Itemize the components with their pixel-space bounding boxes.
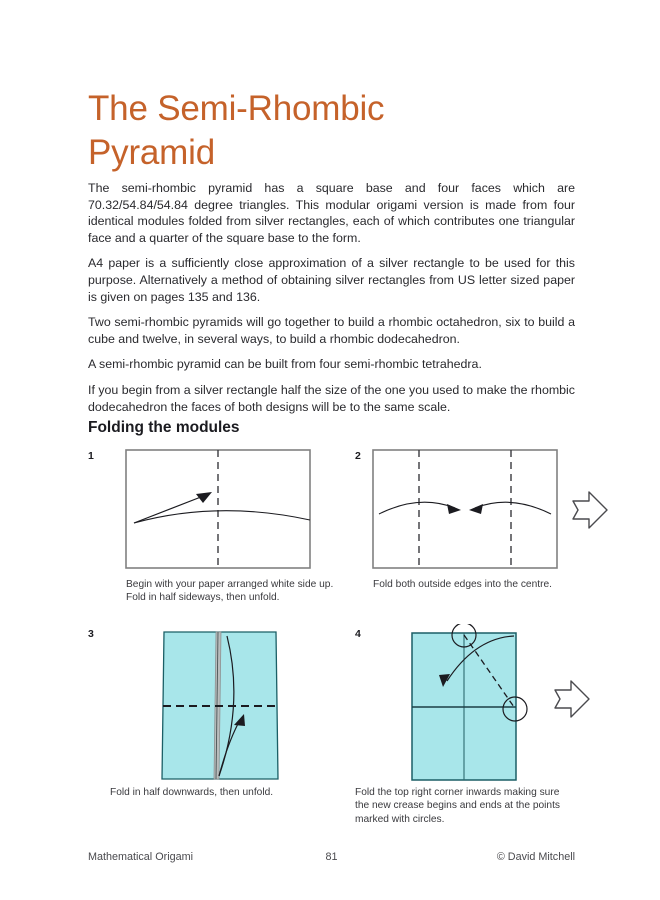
paragraph-1: The semi-rhombic pyramid has a square base and four faces which are 70.32/54.84/54.84 degree triangles. This modular origami version is made from four identical modules folded from silver rectangles, each of which contributes one triangular face and a quarter of the square base to the form.	[88, 181, 575, 245]
paper-sheet	[373, 450, 557, 568]
footer-copyright: © David Mitchell	[496, 851, 575, 863]
next-step-arrow-icon	[573, 492, 607, 528]
section-heading-folding-the-modules: Folding the modules	[88, 418, 240, 436]
footer-page-number: 81	[325, 851, 338, 863]
next-step-arrow-icon	[555, 681, 589, 717]
paragraph-3: Two semi-rhombic pyramids will go together to build a rhombic octahedron, six to build a cube and twelve, in several ways, to build a rhombic dodecahedron.	[88, 315, 575, 346]
paragraph-4: A semi-rhombic pyramid can be built from four semi-rhombic tetrahedra.	[88, 357, 482, 372]
step-3-diagram	[88, 624, 338, 784]
step-2-diagram	[355, 446, 615, 576]
paragraph-5: If you begin from a silver rectangle half the size of the one you used to make the rhombic dodecahedron the faces of both designs will be to the same scale.	[88, 382, 575, 414]
intro-text-block	[88, 180, 575, 424]
step-1-diagram	[88, 446, 338, 576]
paragraph-2: A4 paper is a sufficiently close approximation of a silver rectangle to be used for this purpose. Alternatively a method of obtaining silver rectangles from US letter sized paper is given on pages 135 and 136.	[88, 256, 575, 304]
page-footer	[88, 851, 575, 863]
step-4-diagram	[355, 624, 615, 784]
step-1-caption: Begin with your paper arranged white side up. Fold in half sideways, then unfold.	[126, 579, 334, 604]
step-4-number: 4	[355, 628, 361, 640]
step-2-caption: Fold both outside edges into the centre.	[373, 579, 552, 590]
footer-book-title: Mathematical Origami	[88, 851, 194, 863]
page-title: The Semi-Rhombic Pyramid	[88, 89, 385, 173]
step-3-number: 3	[88, 628, 94, 640]
step-2-number: 2	[355, 450, 361, 462]
step-4-caption: Fold the top right corner inwards making sure the new crease begins and ends at the points marked with circles.	[355, 787, 561, 825]
step-1-number: 1	[88, 450, 94, 462]
step-3-caption: Fold in half downwards, then unfold.	[110, 787, 274, 798]
